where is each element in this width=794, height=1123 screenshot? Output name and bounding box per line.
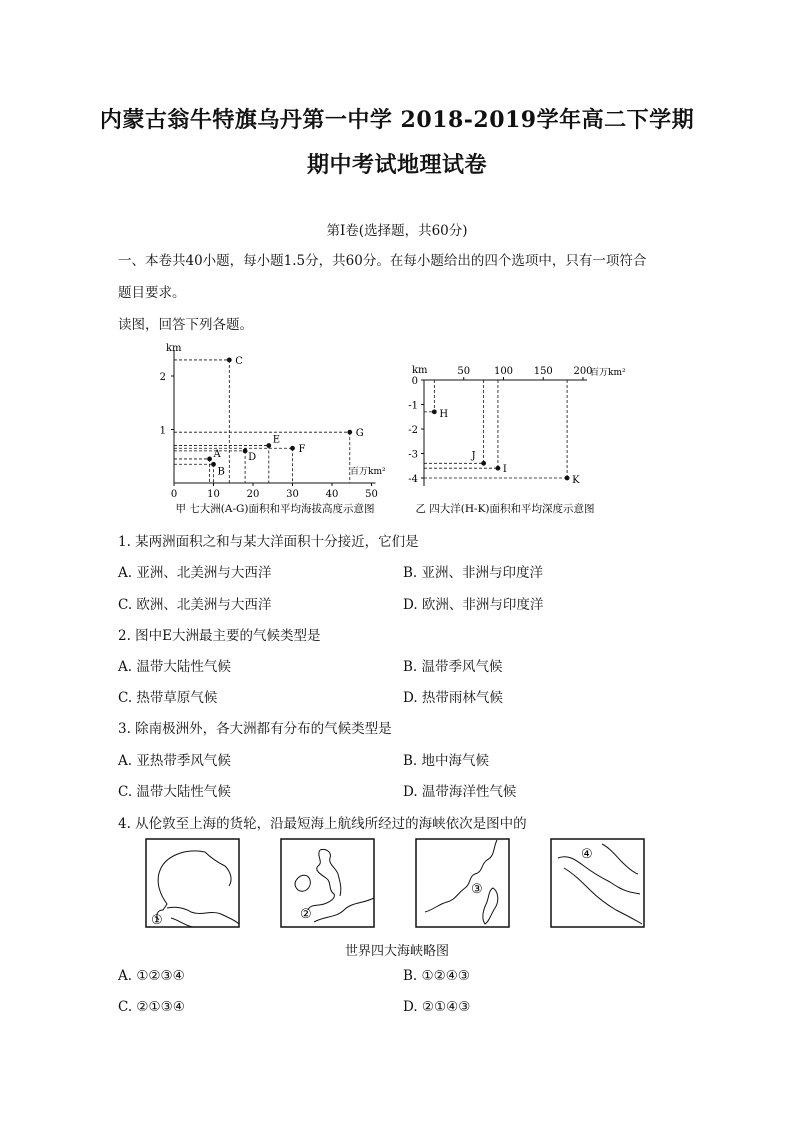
continents-plot: [160, 350, 378, 500]
left-x-tick-label: 50: [365, 489, 378, 500]
left-y-unit: km: [166, 343, 182, 354]
strait-label-3: ③: [471, 882, 483, 897]
strait-map-2: [280, 838, 375, 928]
title-line-2: 期中考试地理试卷: [306, 152, 487, 178]
question-2-option-d[interactable]: D. 热带雨林气候: [403, 690, 503, 706]
oceans-plot: [408, 366, 592, 486]
strait-map-3: [415, 838, 510, 928]
figure-oceans-chart: [400, 355, 650, 520]
question-2-option-a[interactable]: A. 温带大陆性气候: [118, 659, 231, 675]
strait-label-4: ④: [581, 847, 593, 862]
section-heading: 第Ⅰ卷(选择题，共60分): [326, 223, 468, 239]
strait-map-4: [550, 838, 645, 928]
right-x-tick-label: 150: [533, 366, 553, 377]
question-2-option-b[interactable]: B. 温带季风气候: [403, 659, 503, 675]
left-chart-caption: 甲 七大洲(A-G)面积和平均海拔高度示意图: [175, 503, 375, 515]
right-y-unit: km: [412, 365, 428, 376]
question-1-stem: 1. 某两洲面积之和与某大洋面积十分接近，它们是: [118, 534, 419, 550]
continent-label-g: G: [355, 428, 364, 440]
ocean-point-j: [481, 461, 486, 466]
figure-continents-chart: [150, 338, 400, 520]
question-3-option-b[interactable]: B. 地中海气候: [403, 753, 490, 769]
continent-label-b: B: [217, 466, 225, 478]
right-x-tick-label: 50: [457, 366, 471, 377]
question-4-option-c[interactable]: C. ②①③④: [118, 999, 185, 1015]
right-x-tick-label: 200: [573, 366, 593, 377]
continent-point-e: [266, 443, 271, 448]
ocean-point-h: [432, 409, 437, 414]
read-prompt: 读图，回答下列各题。: [118, 317, 253, 333]
question-1-option-d[interactable]: D. 欧洲、非洲与印度洋: [403, 597, 544, 613]
question-2-option-c[interactable]: C. 热带草原气候: [118, 690, 218, 706]
ocean-point-i: [496, 466, 501, 471]
continent-point-b: [211, 462, 216, 467]
continent-label-a: A: [213, 448, 221, 460]
continent-point-f: [290, 446, 295, 451]
ocean-label-k: K: [572, 475, 580, 486]
left-x-tick-label: 30: [286, 489, 299, 500]
right-x-unit: 百万km²: [590, 368, 626, 378]
continent-point-g: [347, 430, 352, 435]
strait-label-1: ①: [151, 913, 163, 928]
ocean-label-j: J: [471, 450, 476, 462]
continent-label-d: D: [248, 451, 257, 463]
question-3-option-d[interactable]: D. 温带海洋性气候: [403, 784, 517, 800]
right-y-tick-label: -1: [408, 400, 418, 412]
left-x-unit: 百万km²: [350, 467, 386, 477]
right-y-tick-label: -3: [408, 449, 418, 461]
left-y-tick-label: 2: [159, 372, 166, 383]
title-line-1: 内蒙古翁牛特旗乌丹第一中学 2018-2019学年高二下学期: [99, 107, 695, 133]
right-x-tick-label: 100: [493, 366, 514, 377]
continent-label-f: F: [298, 444, 306, 456]
ocean-label-h: H: [439, 408, 449, 420]
left-x-tick-label: 10: [207, 489, 220, 500]
question-3-option-a[interactable]: A. 亚热带季风气候: [118, 753, 231, 769]
question-1-option-a[interactable]: A. 亚洲、北美洲与大西洋: [118, 565, 272, 581]
instruction-line-2: 题目要求。: [118, 285, 186, 301]
left-x-tick-label: 20: [246, 489, 260, 500]
continent-point-c: [227, 358, 232, 363]
question-4-stem: 4. 从伦敦至上海的货轮，沿最短海上航线所经过的海峡依次是图中的: [118, 816, 527, 832]
right-y-tick-label: -4: [408, 474, 418, 485]
continent-label-e: E: [272, 434, 281, 446]
question-3-stem: 3. 除南极洲外，各大洲都有分布的气候类型是: [118, 721, 392, 737]
left-x-tick-label: 0: [170, 489, 178, 500]
question-1-option-c[interactable]: C. 欧洲、北美洲与大西洋: [118, 597, 272, 613]
left-y-tick-label: 1: [159, 425, 166, 437]
question-4-option-b[interactable]: B. ①②④③: [403, 968, 470, 984]
continent-point-a: [207, 457, 212, 462]
question-1-option-b[interactable]: B. 亚洲、非洲与印度洋: [403, 565, 544, 581]
question-2-stem: 2. 图中E大洲最主要的气候类型是: [118, 628, 321, 644]
continent-point-d: [243, 449, 248, 454]
strait-maps-caption: 世界四大海峡略图: [344, 944, 449, 959]
right-chart-caption: 乙 四大洋(H-K)面积和平均深度示意图: [415, 503, 595, 515]
question-3-option-c[interactable]: C. 温带大陆性气候: [118, 784, 231, 800]
strait-label-2: ②: [300, 907, 312, 922]
instruction-line-1: 一、本卷共40小题，每小题1.5分，共60分。在每小题给出的四个选项中，只有一项符合: [118, 253, 647, 269]
right-y-tick-label: -2: [408, 425, 418, 436]
right-y-tick-label: 0: [411, 376, 418, 387]
left-x-tick-label: 40: [325, 489, 339, 500]
continent-label-c: C: [235, 355, 243, 367]
ocean-label-i: I: [502, 464, 507, 476]
ocean-point-k: [565, 476, 570, 481]
strait-map-1: [145, 838, 240, 928]
question-4-option-a[interactable]: A. ①②③④: [118, 968, 185, 984]
question-4-option-d[interactable]: D. ②①④③: [403, 999, 471, 1015]
